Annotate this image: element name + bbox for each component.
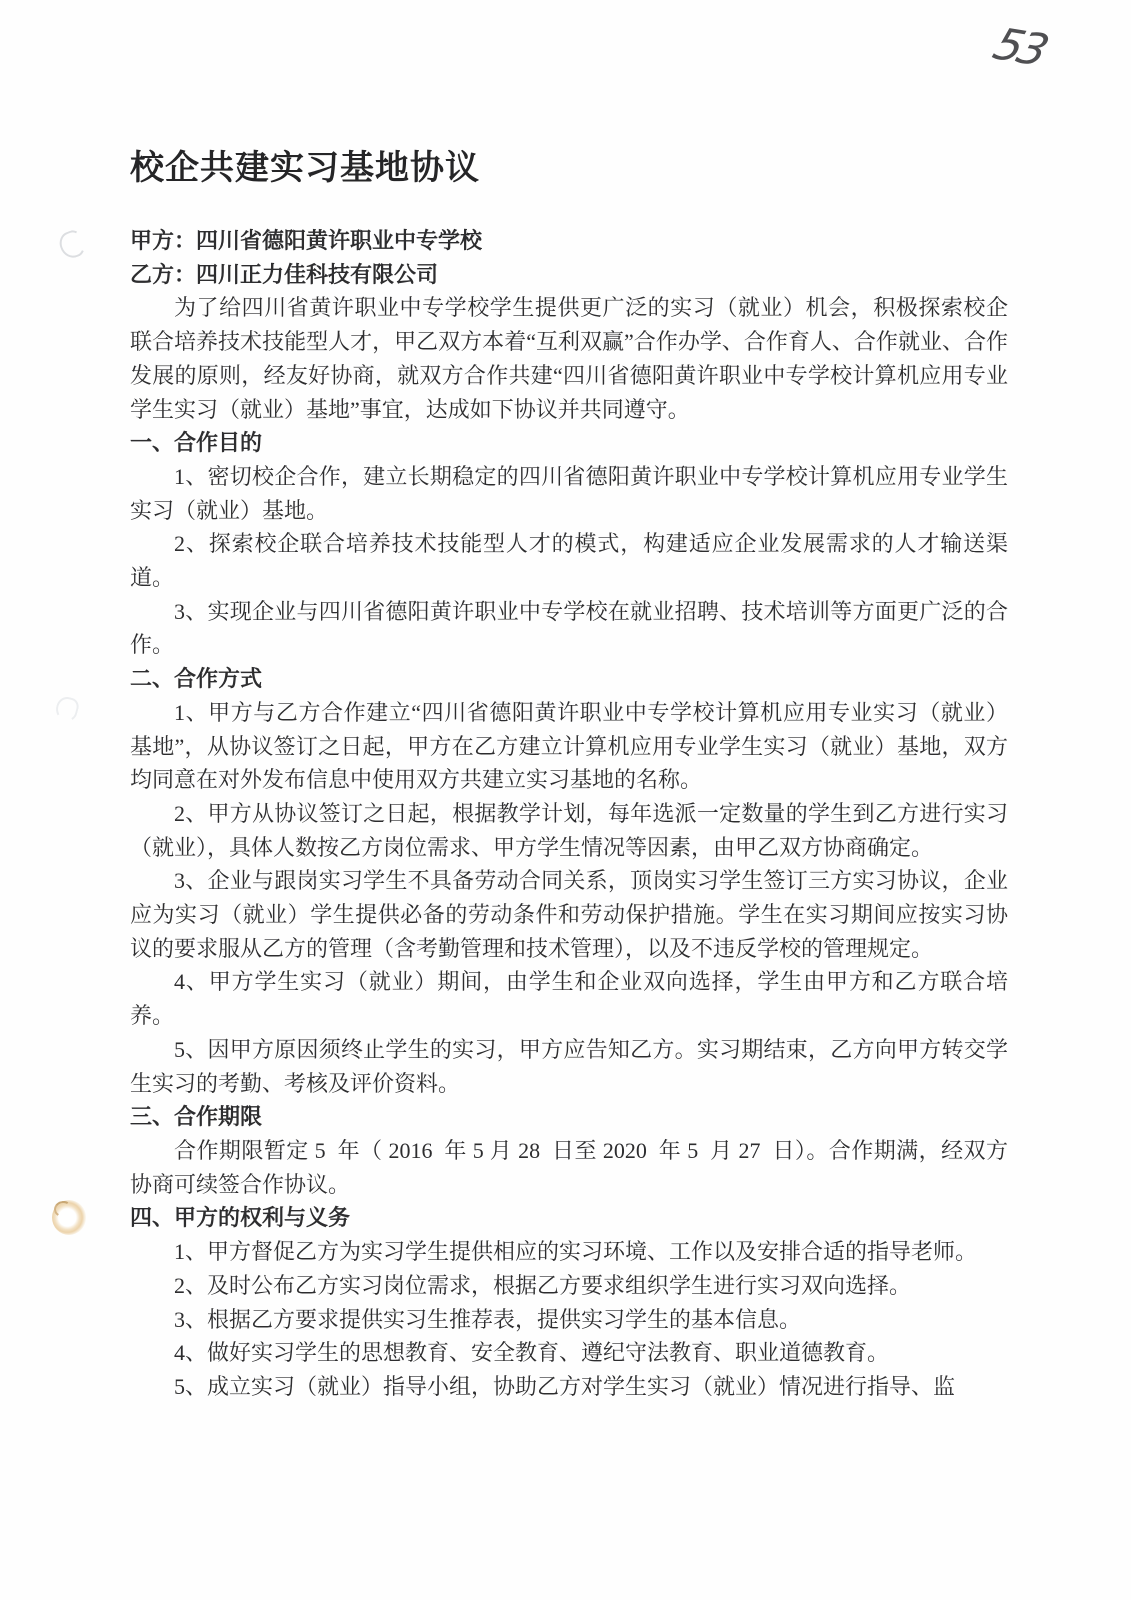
section-2-item-5: 5、因甲方原因须终止学生的实习，甲方应告知乙方。实习期结束，乙方向甲方转交学生实习的考勤、考核及评价资料。 (130, 1036, 1008, 1096)
scan-smudge (56, 228, 88, 262)
section-1-heading: 一、合作目的 (130, 430, 263, 456)
party-b-line: 乙方：四川正力佳科技有限公司 (130, 261, 439, 287)
section-4-item-1: 1、甲方督促乙方为实习学生提供相应的实习环境、工作以及安排合适的指导老师。 (174, 1239, 978, 1265)
section-2-item-2: 2、甲方从协议签订之日起，根据教学计划，每年选派一定数量的学生到乙方进行实习（就业），具体人数按乙方岗位需求、甲方学生情况等因素，由甲乙双方协商确定。 (130, 800, 1008, 860)
agreement-document (130, 148, 1008, 1404)
section-4-item-3: 3、根据乙方要求提供实习生推荐表，提供实习学生的基本信息。 (174, 1306, 802, 1332)
section-4-item-2: 2、及时公布乙方实习岗位需求，根据乙方要求组织学生进行实习双向选择。 (174, 1272, 912, 1298)
scan-smudge (53, 695, 80, 724)
section-2-heading: 二、合作方式 (130, 666, 263, 692)
section-2-item-1: 1、甲方与乙方合作建立“四川省德阳黄许职业中专学校计算机应用专业实习（就业）基地”，从协议签订之日起，甲方在乙方建立计算机应用专业学生实习（就业）基地，双方均同意在对外发布信息中使用双方共建立实习基地的名称。 (130, 699, 1008, 793)
section-4-item-4: 4、做好实习学生的思想教育、安全教育、遵纪守法教育、职业道德教育。 (174, 1340, 890, 1366)
section-3-item-1: 合作期限暂定 5 年（ 2016 年 5 月 28 日至 2020 年 5 月 27 日）。合作期满，经双方协商可续签合作协议。 (130, 1137, 1008, 1197)
section-4-item-5: 5、成立实习（就业）指导小组，协助乙方对学生实习（就业）情况进行指导、监 (174, 1373, 956, 1399)
party-a-line: 甲方：四川省德阳黄许职业中专学校 (130, 228, 483, 253)
section-3-heading: 三、合作期限 (130, 1104, 263, 1130)
section-1-item-1: 1、密切校企合作，建立长期稳定的四川省德阳黄许职业中专学校计算机应用专业学生实习（就业）基地。 (130, 463, 1008, 523)
section-1-item-3: 3、实现企业与四川省德阳黄许职业中专学校在就业招聘、技术培训等方面更广泛的合作。 (130, 598, 1008, 658)
document-title: 校企共建实习基地协议 (130, 149, 480, 187)
section-2-item-3: 3、企业与跟岗实习学生不具备劳动合同关系，顶岗实习学生签订三方实习协议，企业应为实习（就业）学生提供必备的劳动条件和劳动保护措施。学生在实习期间应按实习协议的要求服从乙方的管理（含考勤管理和技术管理），以及不违反学校的管理规定。 (130, 868, 1008, 961)
section-4-heading: 四、甲方的权利与义务 (130, 1205, 351, 1231)
section-2-item-4: 4、甲方学生实习（就业）期间，由学生和企业双向选择，学生由甲方和乙方联合培养。 (130, 969, 1008, 1029)
handwritten-page-number: 53 (987, 19, 1052, 76)
section-1-item-2: 2、探索校企联合培养技术技能型人才的模式，构建适应企业发展需求的人才输送渠道。 (130, 531, 1008, 591)
intro-paragraph: 为了给四川省黄许职业中专学校学生提供更广泛的实习（就业）机会，积极探索校企联合培养技术技能型人才，甲乙双方本着“互利双赢”合作办学、合作育人、合作就业、合作发展的原则，经友好协商，就双方合作共建“四川省德阳黄许职业中专学校计算机应用专业学生实习（就业）基地”事宜，达成如下协议并共同遵守。 (130, 295, 1008, 422)
scan-stain (52, 1200, 86, 1235)
